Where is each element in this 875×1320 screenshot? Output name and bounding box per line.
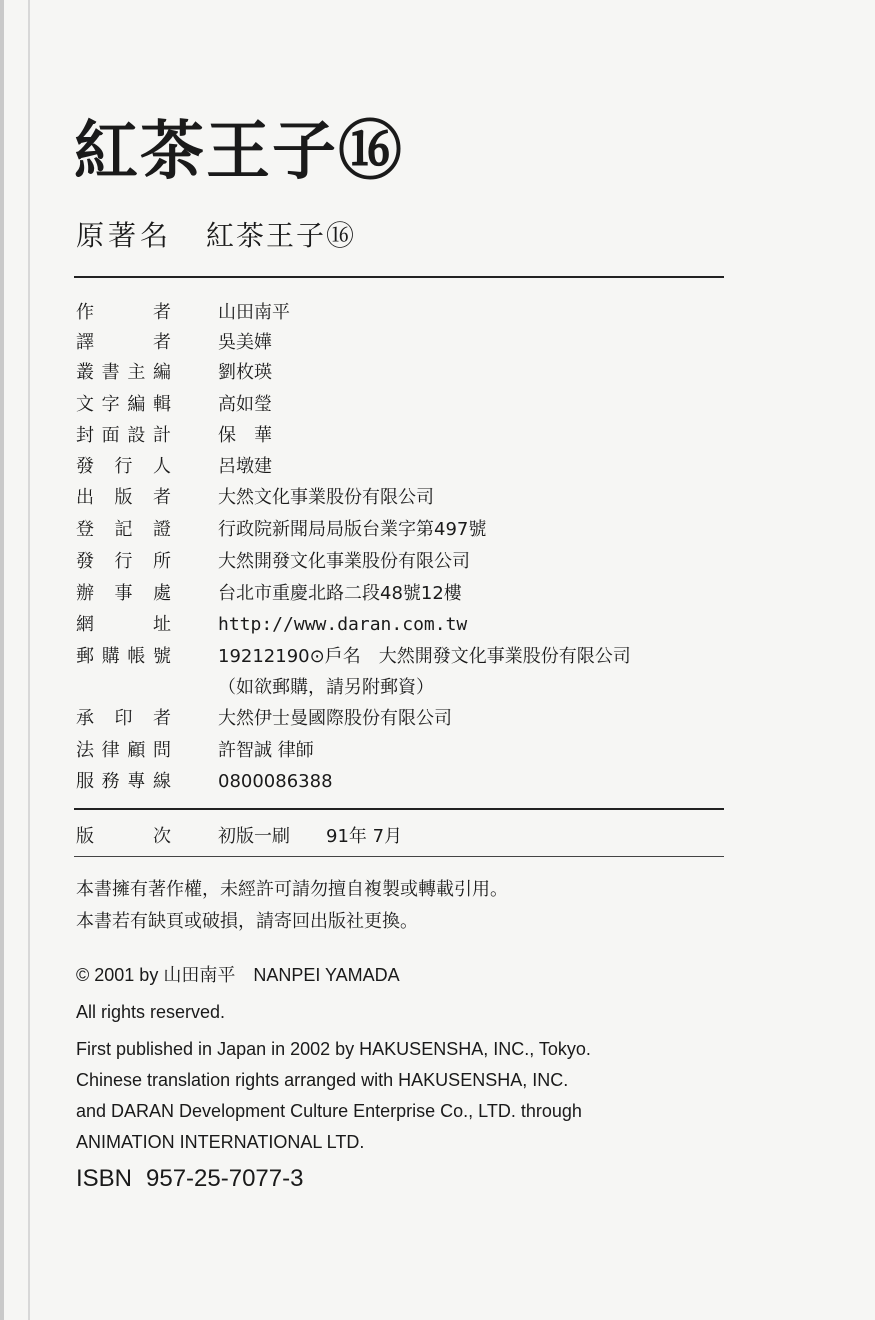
credit-label: 網 址 (76, 614, 171, 635)
credit-label: 譯 者 (76, 332, 171, 353)
credit-label: 法律顧問 (76, 740, 171, 761)
credit-label: 發行人 (76, 456, 171, 477)
credit-label: 作 者 (76, 302, 171, 323)
credit-label: 出版者 (76, 487, 171, 508)
credit-value: http://www.daran.com.tw (218, 614, 468, 635)
credit-label: 文字編輯 (76, 394, 171, 415)
credit-label: 發行所 (76, 551, 171, 572)
credit-label: 封面設計 (76, 425, 171, 446)
rights-line: All rights reserved. (76, 1002, 226, 1022)
top-divider (74, 276, 724, 278)
middle-divider (74, 808, 724, 810)
book-title: 紅茶王子⑯ (74, 115, 404, 189)
credit-label: 登記證 (76, 519, 171, 540)
copyright-line: © 2001 by 山田南平 NANPEI YAMADA (76, 965, 400, 985)
credit-value: 19212190⊙戶名 大然開發文化事業股份有限公司 (218, 646, 631, 667)
note-line: 本書擁有著作權，未經許可請勿擅自複製或轉載引用。 (76, 879, 508, 900)
original-title (76, 218, 356, 254)
credit-label: 服務專線 (76, 771, 171, 792)
edition-label: 版 次 (76, 826, 171, 847)
credit-label: 叢書主編 (76, 362, 171, 383)
credit-value: 高如瑩 (218, 394, 272, 415)
credit-value: 山田南平 (218, 302, 290, 323)
credit-label: 承印者 (76, 708, 171, 729)
credit-label: 辦事處 (76, 583, 171, 604)
isbn-number: 957-25-7077-3 (146, 1165, 304, 1192)
original-title-value: 紅茶王子⑯ (206, 219, 357, 252)
credit-value: 台北市重慶北路二段48號12樓 (218, 583, 462, 604)
credit-value: （如欲郵購，請另附郵資） (218, 677, 434, 698)
credit-value: 大然開發文化事業股份有限公司 (218, 551, 470, 572)
edition-divider (74, 856, 724, 857)
edition-value: 初版一刷 91年 7月 (218, 826, 403, 847)
english-line: Chinese translation rights arranged with HAKUSENSHA, INC. (76, 1070, 569, 1090)
gutter-line (28, 0, 30, 1320)
credit-value: 呂墩建 (218, 456, 272, 477)
credit-value: 大然文化事業股份有限公司 (218, 487, 434, 508)
english-line: First published in Japan in 2002 by HAKUSENSHA, INC., Tokyo. (76, 1039, 591, 1059)
note-line: 本書若有缺頁或破損，請寄回出版社更換。 (76, 911, 418, 932)
original-title-label: 原著名 (76, 219, 173, 252)
credit-value: 行政院新聞局局版台業字第497號 (218, 519, 487, 540)
credit-value: 劉枚瑛 (218, 362, 272, 383)
english-line: ANIMATION INTERNATIONAL LTD. (76, 1132, 365, 1152)
credit-value: 大然伊士曼國際股份有限公司 (218, 708, 452, 729)
credit-value: 保 華 (218, 425, 272, 446)
copyright-notes (76, 874, 508, 938)
isbn-label: ISBN (76, 1165, 133, 1192)
english-line: and DARAN Development Culture Enterprise Co., LTD. through (76, 1101, 582, 1121)
credit-value: 0800086388 (218, 771, 333, 792)
page-edge (0, 0, 4, 1320)
credit-label: 郵購帳號 (76, 646, 171, 667)
credit-value: 吳美嬅 (218, 332, 272, 353)
isbn (76, 1162, 303, 1196)
credit-value: 許智誠 律師 (218, 740, 314, 761)
